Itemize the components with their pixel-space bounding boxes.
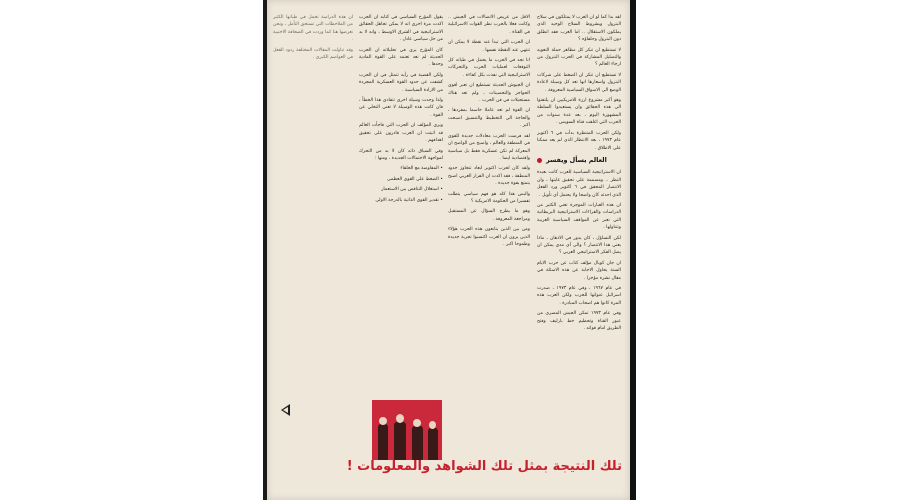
column-right bbox=[537, 14, 621, 484]
page-right-edge bbox=[630, 0, 636, 500]
list-item: • استغلال التناقض بين الاستعمار bbox=[381, 187, 443, 193]
continue-arrow-icon bbox=[281, 404, 290, 416]
photo-figure-head bbox=[396, 414, 404, 423]
bullet-marker-icon bbox=[537, 158, 542, 163]
paragraph: كان المؤرخ يرى في تحليلاته ان الحرب الحديثة لم تعد تعتمد على القوة المادية وحدها . bbox=[359, 47, 443, 68]
photo-figure-head bbox=[429, 421, 436, 429]
column-edge bbox=[273, 14, 353, 334]
subheading-text: العالم يسأل ويفسر bbox=[546, 155, 607, 164]
paragraph: ان هذه العبارات الموجزة تعني الكثير من الدراسات والقراءات الاستراتيجية البريطانية التي تعبر عن المواقف السياسية العربية وتتناولها . bbox=[537, 202, 621, 231]
article-bottom-title: تلك النتيجة بمثل تلك الشواهد والمعلومات ! bbox=[346, 459, 622, 474]
article-photo bbox=[372, 400, 442, 460]
paragraph: ان جان كوبال مؤلف كتاب عن حرب الايام الستة يحاول الاجابة عن هذه الاسئلة في مقال نشره مؤخرا . bbox=[537, 260, 621, 281]
column-left bbox=[359, 14, 443, 334]
paragraph: ومن بين الذين يتابعون هذه الحرب هؤلاء الذين يرون ان العرب اكتسبوا تجربة جديدة وطموحا اكبر . bbox=[448, 227, 530, 247]
paragraph: وقد تناولت المقالات المختلفة ردود الفعل في العواصم الكبرى . bbox=[273, 47, 353, 61]
paragraph: وهو أكبر مشروع ارزة للامريكيين ان يلتفتوا الى هذه الحقائق وان يستعيدوا السلطة المشهورة اليوم ، بعد عدة سنوات من الحرب التي اغلقت قناة السويس . bbox=[537, 98, 621, 126]
paragraph: ان الاستراتيجية السياسية للعرب كانت بعيدة النظر .. ومصممة على تحقيق غايتها ، وان الانتصار المحقق في ٦ اكتوبر ورد الفعل الذي احدثه كان واضحا ولا يحتمل أي تأويل . bbox=[537, 170, 621, 198]
paragraph: ولكن القضية في رأيه تتمثل في ان الحرب كشفت عن حدود القوة العسكرية المجردة من الارادة السياسية . bbox=[359, 72, 443, 93]
paragraph: ان القوة لم تعد عاملا حاسما بمفردها ، والحاجة الى التخطيط والتنسيق اصبحت اكبر . bbox=[448, 108, 530, 129]
paragraph: يقول المؤرخ السياسي في كتابه ان الحرب اكدت مرة اخرى انه لا يمكن تجاهل الحقائق الاستراتيجية في الشرق الاوسط ، وانه لا بد من حل سياسي عادل . bbox=[359, 15, 443, 43]
paragraph: ولكن الحرب المنتظرة بدأت في ٦ اكتوبر عام ١٩٧٣ ، بعد الانتظار الذي لم يعد ممكنا على الاطلاق . bbox=[537, 130, 621, 151]
column-middle bbox=[448, 14, 530, 434]
magazine-page bbox=[267, 0, 630, 500]
paragraph: انا نجد في الحرب ما يحمل في طياته كل التوقعات لعمليات الحرب والتحركات الاستراتيجية التي نفذت بكل كفاءة . bbox=[448, 58, 530, 78]
paragraph: لقد بدا كما لو ان العرب لا يمتلكون في سلاح البترول وبشروط السلاح الوحيد الذي يملكون الاستقلال .. اما الغرب فقد انطلق دون البترول وحلفاؤه ؟ bbox=[537, 15, 621, 43]
paragraph: الاقل من عريض الاتصالات في الجيش .. وكانت فعلا بالحرب نظر القوات الاسرائيلية في القناة . bbox=[448, 15, 530, 35]
paragraph: ولقد كان لحرب اكتوبر ابعاد تتجاوز حدود المنطقة ، فقد اكدت ان القرار العربي اصبح يتمتع بقوة جديدة . bbox=[448, 166, 530, 187]
list-item: • المفاوضة مع الحلفاء bbox=[400, 166, 443, 172]
paragraph: لا تستطيع ان تنكر كل مظاهر حملة التعويه والتضليل المشاركة في الحرب البترول من ارجاء العالم ؟ bbox=[537, 47, 621, 68]
paragraph: وهو ما يطرح السؤال عن المستقبل ومراجعة المعروفة . bbox=[448, 209, 530, 222]
paragraph: في عام ١٩٦٧ ، وفي عام ١٩٧٣ ، صدرت اسرائيل عنوانها للحرب ولكن العرب هذه المرة كانوا هم اصحاب المبادرة . bbox=[537, 286, 621, 306]
paragraph: وفي السياق ذاته كان لا بد من التحرك لمواجهة الاحتمالات الجديدة ، ومنها : bbox=[359, 148, 443, 161]
section-subheading bbox=[537, 157, 621, 164]
paragraph: لقد فرضت الحرب معادلات جديدة للقوى في المنطقة والعالم ، واصبح من الواضح ان المعركة لم تكن عسكرية فقط بل سياسية واقتصادية ايضا . bbox=[448, 133, 530, 161]
paragraph: والبس هذا كله هو فهم سياسي يتطلب تفسيرا من الحكومة الامريكية ؟ bbox=[448, 191, 530, 204]
paragraph: لا تستطيع ان تنكر ان الضغط على شركات البترول واسعارها انها تعد كل وسيلة لاعادة الوضع الى الاسواق السياسية المعروفة . bbox=[537, 72, 621, 93]
paragraph: ان الجيوش الحديثة تستطيع ان تعبر اقوى الحواجز والتحصينات ، ولم تعد هناك مستحيلات في فن الحرب . bbox=[448, 83, 530, 104]
list-item: • الضغط على القوى العظمى bbox=[387, 176, 443, 182]
paragraph: ان هذه الدراسة تحمل في طياتها الكثير من الملاحظات التي تستحق التأمل ، ونحن نعرضها هنا كما وردت في الصحافة الاجنبية . bbox=[273, 15, 353, 43]
photo-figure-head bbox=[413, 419, 421, 427]
paragraph: لكن التساؤل ، كان يدور في الاذهان ، ماذا يعني هذا الانتصار ؟ والى أي مدى يمكن ان يصل الفكر الاستراتيجي العربي ؟ bbox=[537, 235, 621, 256]
photo-figure-head bbox=[379, 417, 387, 425]
paragraph: ولذا وجدت وسيلة اخرى تتفادى هذا الخطأ ، فان كانت هذه الوسيلة لا تعني التخلي عن القوة . bbox=[359, 98, 443, 118]
paragraph: وفي عام ١٩٧٣ تمكن الجيش المصري من عبور القناة وتحطيم خط بارليف وفتح الطريق امام قواته . bbox=[537, 311, 621, 332]
paragraph: ان الحرب التي تبدأ عند نقطة لا يمكن ان تنتهي عند النقطة نفسها . bbox=[448, 40, 530, 53]
paragraph: ويرى المؤلف ان الحرب التي فاجأت العالم قد اثبتت ان العرب قادرون على تحقيق اهدافهم . bbox=[359, 123, 443, 144]
list-item: • تقدير القوى الذاتية بالدرجة الاولى bbox=[375, 197, 443, 203]
